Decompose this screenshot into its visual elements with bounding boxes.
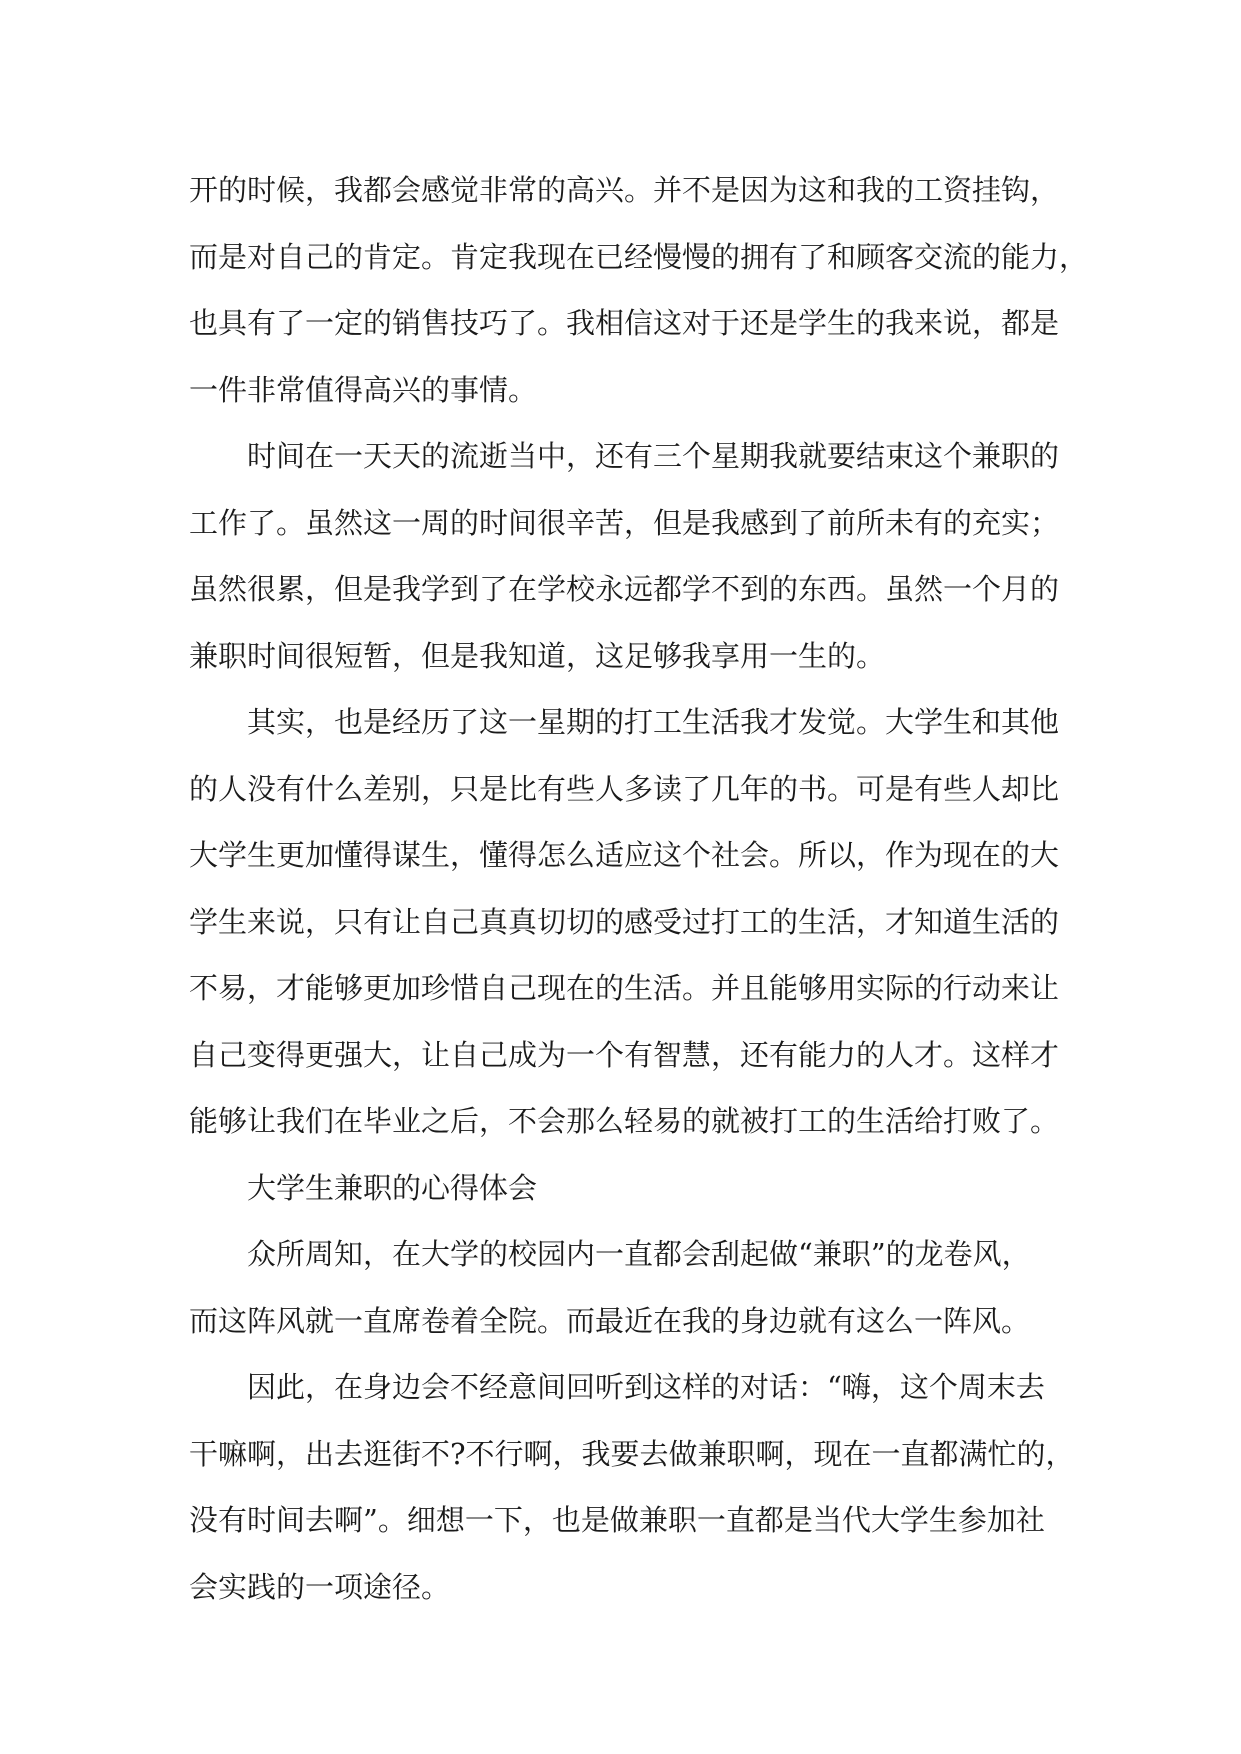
text-line: 一件非常值得高兴的事情。 xyxy=(189,372,538,407)
text-line: 开的时候，我都会感觉非常的高兴。并不是因为这和我的工资挂钩， xyxy=(189,173,1060,207)
text-line: 能够让我们在毕业之后，不会那么轻易的就被打工的生活给打败了。 xyxy=(189,1104,1060,1138)
text-line: 众所周知，在大学的校园内一直都会刮起做“兼职”的龙卷风， xyxy=(247,1237,1031,1271)
heading-line: 大学生兼职的心得体会 xyxy=(247,1170,538,1205)
text-line: 虽然很累，但是我学到了在学校永远都学不到的东西。虽然一个月的 xyxy=(189,572,1060,606)
text-line: 没有时间去啊”。细想一下，也是做兼职一直都是当代大学生参加社 xyxy=(189,1503,1045,1537)
paragraph-3 xyxy=(189,689,1069,1155)
text-line: 而这阵风就一直席卷着全院。而最近在我的身边就有这么一阵风。 xyxy=(189,1303,1031,1338)
text-line: 时间在一天天的流逝当中，还有三个星期我就要结束这个兼职的 xyxy=(247,439,1060,473)
paragraph-5 xyxy=(189,1221,1069,1354)
paragraph-1 xyxy=(189,157,1089,423)
text-line: 也具有了一定的销售技巧了。我相信这对于还是学生的我来说，都是 xyxy=(189,306,1060,340)
text-line: 干嘛啊，出去逛街不?不行啊，我要去做兼职啊，现在一直都满忙的， xyxy=(189,1436,1075,1471)
text-line: 而是对自己的肯定。肯定我现在已经慢慢的拥有了和顾客交流的能力， xyxy=(189,239,1089,274)
text-line: 工作了。虽然这一周的时间很辛苦，但是我感到了前所未有的充实； xyxy=(189,505,1060,540)
text-line: 大学生更加懂得谋生，懂得怎么适应这个社会。所以，作为现在的大 xyxy=(189,838,1060,872)
text-line: 其实，也是经历了这一星期的打工生活我才发觉。大学生和其他 xyxy=(247,705,1060,739)
text-line: 学生来说，只有让自己真真切切的感受过打工的生活，才知道生活的 xyxy=(189,904,1060,939)
body-text xyxy=(189,157,1089,1620)
text-line: 的人没有什么差别，只是比有些人多读了几年的书。可是有些人却比 xyxy=(189,771,1060,806)
text-line: 不易，才能够更加珍惜自己现在的生活。并且能够用实际的行动来让 xyxy=(189,971,1060,1005)
section-heading xyxy=(189,1155,1069,1222)
text-line: 自己变得更强大，让自己成为一个有智慧，还有能力的人才。这样才 xyxy=(189,1037,1060,1072)
paragraph-2 xyxy=(189,423,1069,689)
text-line: 兼职时间很短暂，但是我知道，这足够我享用一生的。 xyxy=(189,638,886,673)
paragraph-6 xyxy=(189,1354,1075,1620)
text-line: 因此，在身边会不经意间回听到这样的对话：“嗨，这个周末去 xyxy=(247,1370,1045,1404)
text-line: 会实践的一项途径。 xyxy=(189,1569,451,1604)
